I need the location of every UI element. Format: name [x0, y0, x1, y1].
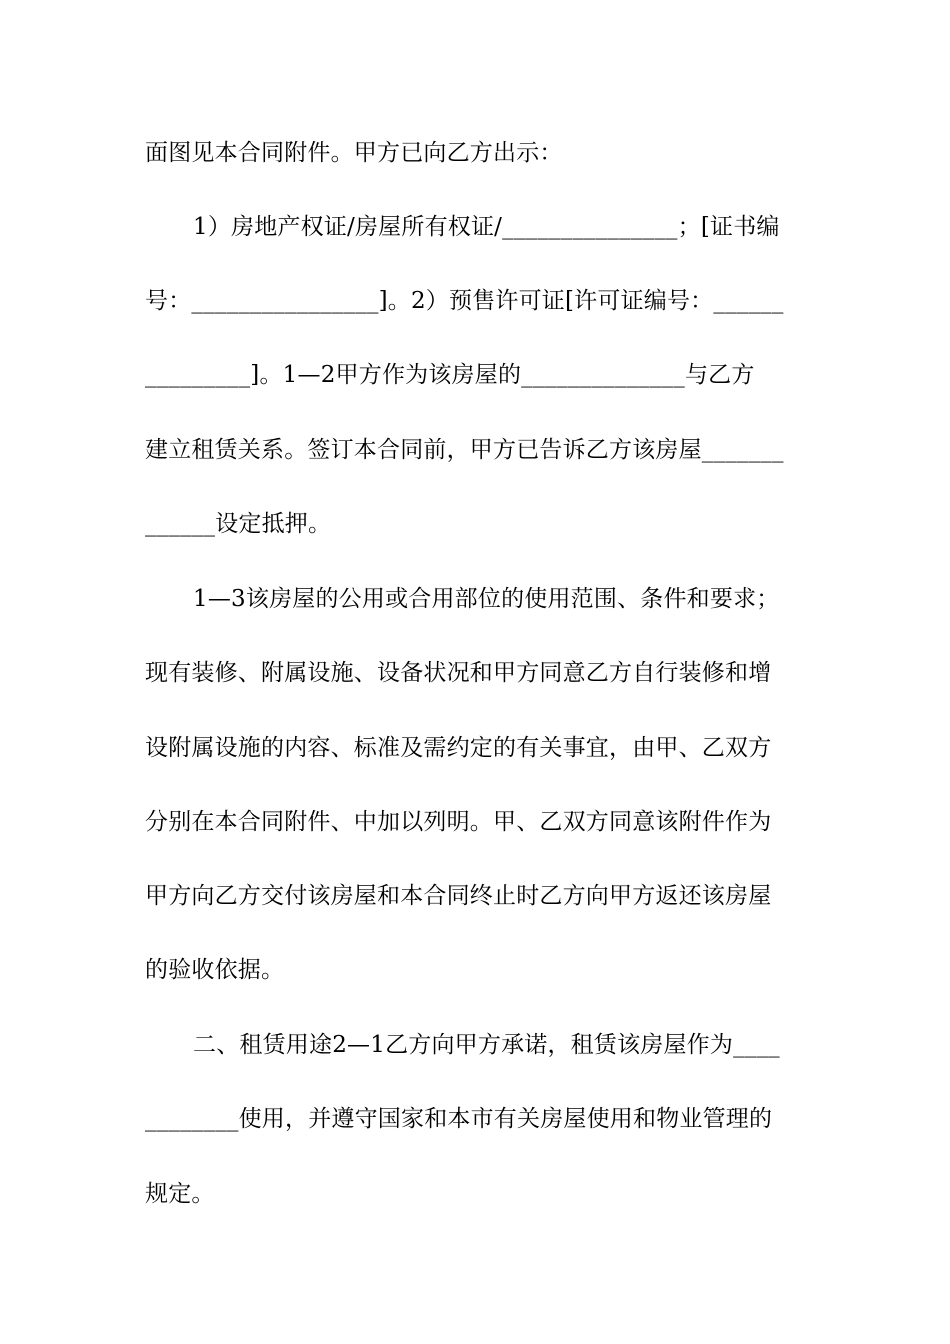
paragraph-line: 1—3该房屋的公用或合用部位的使用范围、条件和要求；	[193, 586, 780, 612]
paragraph-line: 的验收依据。	[145, 957, 285, 983]
paragraph-line: ______设定抵押。	[145, 511, 332, 537]
paragraph-line: _________]。1—2甲方作为该房屋的______________与乙方	[145, 362, 755, 388]
paragraph-line: 甲方向乙方交付该房屋和本合同终止时乙方向甲方返还该房屋	[145, 883, 772, 909]
paragraph-line: 二、租赁用途2—1乙方向甲方承诺，租赁该房屋作为____	[193, 1032, 780, 1058]
paragraph-line: 现有装修、附属设施、设备状况和甲方同意乙方自行装修和增	[145, 660, 772, 686]
paragraph-line: 规定。	[145, 1181, 215, 1207]
paragraph-line: 号：________________]。2）预售许可证[许可证编号：______	[145, 288, 784, 314]
paragraph-line: 建立租赁关系。签订本合同前，甲方已告诉乙方该房屋_______	[145, 437, 784, 463]
paragraph-line: 面图见本合同附件。甲方已向乙方出示：	[145, 140, 563, 166]
paragraph-line: ________使用，并遵守国家和本市有关房屋使用和物业管理的	[145, 1106, 773, 1132]
paragraph-line: 设附属设施的内容、标准及需约定的有关事宜，由甲、乙双方	[145, 735, 772, 761]
paragraph-line: 分别在本合同附件、中加以列明。甲、乙双方同意该附件作为	[145, 809, 772, 835]
paragraph-line: 1）房地产权证/房屋所有权证/_______________；[证书编	[193, 214, 780, 240]
